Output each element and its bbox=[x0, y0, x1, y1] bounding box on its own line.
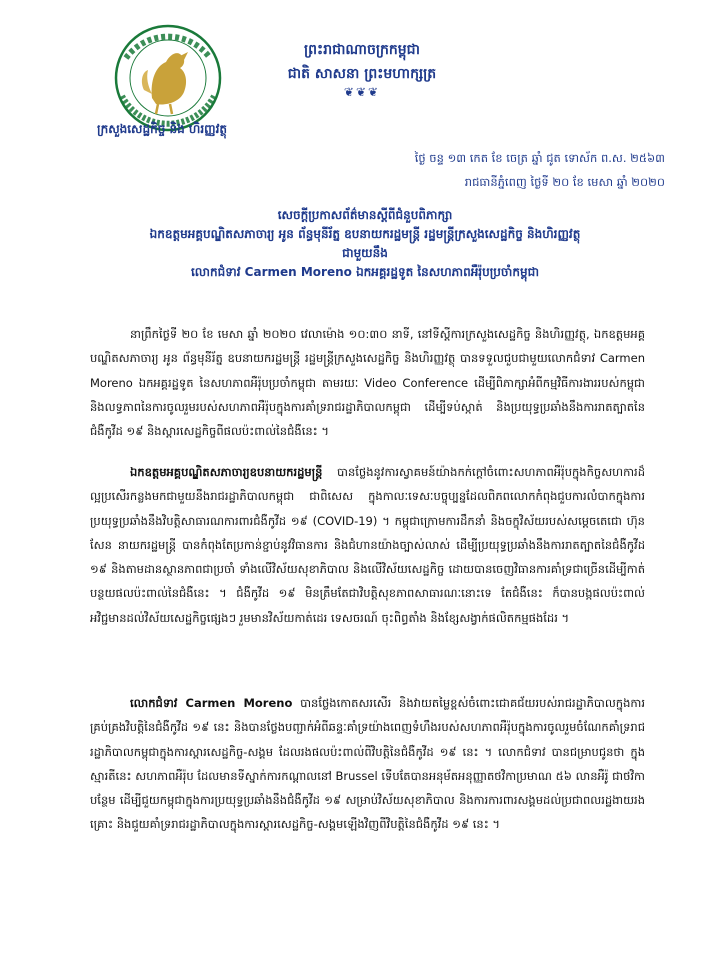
press-release-body bbox=[90, 322, 645, 887]
title-line-2: ឯកឧត្តមអគ្គបណ្ឌិតសភាចារ្យ អូន ព័ន្ធមុនីរ័ត្ន ឧបនាយករដ្ឋមន្ត្រី រដ្ឋមន្ត្រីក្រសួងសេដ្ឋកិច្ច និងហិរញ្ញវត្ថុ bbox=[149, 227, 581, 241]
kingdom-title: ព្រះរាជាណាចក្រកម្ពុជា bbox=[303, 42, 420, 58]
ministry-name: ក្រសួងសេដ្ឋកិច្ច និង ហិរញ្ញវត្ថុ bbox=[97, 122, 227, 136]
paragraph-3-text: បានថ្លែងកោតសរសើរ និងវាយតម្លៃខ្ពស់ចំពោះជោគជ័យរបស់រាជរដ្ឋាភិបាលក្នុងការគ្រប់គ្រងវិបត្តិនៃជំងឺកូវីដ ១៩ នេះ និងបានថ្លែងបញ្ជាក់អំពីឆន្ទៈគាំទ្រយ៉ាងពេញទំហឹងរបស់សហភាពអឺរ៉ុបក្នុងការចូលរួមចំណែកគាំទ្ររាជរដ្ឋាភិបាលកម្ពុជាក្នុងការស្តារសេដ្ឋកិច្ច-សង្គម ដែលរងផលប៉ះពាល់ពីវិបត្តិនៃជំងឺកូវីដ ១៩ នេះ ។ លោកជំទាវ បានជម្រាបជូនថា ក្នុងស្មារតីនេះ សហភាពអឺរ៉ុប ដែលមានទីស្នាក់ការកណ្តាលនៅ Brussel ទើបតែបានអនុម័តអនុញ្ញាតថវិកាប្រមាណ ៥៦ លានអឺរ៉ូ ជាថវិកាបន្ថែម ដើម្បីជួយកម្ពុជាក្នុងការប្រយុទ្ធប្រឆាំងនឹងជំងឺកូវីដ ១៩ សម្រាប់វិស័យសុខាភិបាល និងការការពារសង្គមដល់ប្រជាពលរដ្ឋងាយរងគ្រោះ និងជួយគាំទ្ររាជរដ្ឋាភិបាលក្នុងការស្តារសេដ្ឋកិច្ច-សង្គមឡើងវិញពីវិបត្តិនៃជំងឺកូវីដ ១៩ នេះ ។ bbox=[90, 696, 645, 832]
ornament-divider-icon: ❦❦❦ bbox=[343, 85, 381, 99]
kingdom-motto: ជាតិ សាសនា ព្រះមហាក្សត្រ bbox=[287, 66, 437, 82]
paragraph-2-text: បានថ្លែងនូវការស្វាគមន៍យ៉ាងកក់ក្តៅចំពោះសហភាពអឺរ៉ុបក្នុងកិច្ចសហការដ៏ល្អប្រសើរកន្លងមកជាមួយនឹងរាជរដ្ឋាភិបាលកម្ពុជា ជាពិសេស ក្នុងកាលៈទេសៈបច្ចុប្បន្នដែលពិភពលោកកំពុងជួបការលំបាកក្នុងការប្រយុទ្ធប្រឆាំងនឹងវិបត្តិសាធារណការពារជំងឺកូវីដ ១៩ (COVID-19) ។ កម្ពុជាក្រោមការដឹកនាំ និងចក្ខុវិស័យរបស់សម្តេចតេជោ ហ៊ុន សែន នាយករដ្ឋមន្ត្រី បានកំពុងតែប្រកាន់ខ្ជាប់នូវវិធានការ និងជំហានយ៉ាងច្បាស់លាស់ ដើម្បីប្រយុទ្ធប្រឆាំងនឹងការរាតត្បាតនៃជំងឺកូវីដ ១៩ និងតាមដានស្ថានភាពជាប្រចាំ ទាំងលើវិស័យសុខាភិបាល និងលើវិស័យសេដ្ឋកិច្ច ដោយបានចេញវិធានការគាំទ្រជាច្រើនដើម្បីកាត់បន្ថយផលប៉ះពាល់នៃជំងឺនេះ ។ ជំងឺកូវីដ ១៩ មិនត្រឹមតែជាវិបត្តិសុខភាពសាធារណៈនោះទេ តែជំងឺនេះ ក៏បានបង្កផលប៉ះពាល់អវិជ្ជមានដល់វិស័យសេដ្ឋកិច្ចផ្សេងៗ រួមមានវិស័យកាត់ដេរ ទេសចរណ៍ ចុះពិព្ធតាំង និងខ្សែសង្វាក់ផលិតកម្មផងដែរ ។ bbox=[90, 465, 645, 625]
kingdom-header bbox=[262, 40, 462, 98]
title-line-1: សេចក្តីប្រកាសព័ត៌មានស្តីពីជំនួបពិភាក្សា bbox=[277, 208, 453, 222]
paragraph-3-lead: លោកជំទាវ Carmen Moreno bbox=[130, 696, 293, 710]
paragraph-3 bbox=[90, 691, 645, 887]
lunar-date: ថ្ងៃ ចន្ទ ១៣ កេត ខែ ចេត្រ ឆ្នាំ ជូត ទោស័ក ព.ស. ២៥៦៣ bbox=[414, 151, 665, 165]
title-line-3: ជាមួយនឹង bbox=[342, 246, 388, 260]
paragraph-2 bbox=[90, 460, 645, 678]
paragraph-2-lead: ឯកឧត្តមអគ្គបណ្ឌិតសភាចារ្យឧបនាយករដ្ឋមន្ត្រី bbox=[130, 465, 323, 479]
paragraph-1: នាព្រឹកថ្ងៃទី ២០ ខែ មេសា ឆ្នាំ ២០២០ វេលាម៉ោង ១០:៣០ នាទី, នៅទីស្តីការក្រសួងសេដ្ឋកិច្ច និងហិរញ្ញវត្ថុ, ឯកឧត្តមអគ្គបណ្ឌិតសភាចារ្យ អូន ព័ន្ធមុនីរ័ត្ន ឧបនាយករដ្ឋមន្ត្រី រដ្ឋមន្ត្រីក្រសួងសេដ្ឋកិច្ច និងហិរញ្ញវត្ថុ បានទទួលជួបជាមួយលោកជំទាវ Carmen Moreno ឯកអគ្គរដ្ឋទូត នៃសហភាពអឺរ៉ុបប្រចាំកម្ពុជា តាមរយៈ Video Conference ដើម្បីពិភាក្សាអំពីកម្មវិធីការងាររបស់កម្ពុជា និងលទ្ធភាពនៃការចូលរួមរបស់សហភាពអឺរ៉ុបក្នុងការគាំទ្ររាជរដ្ឋាភិបាលកម្ពុជា ដើម្បីទប់ស្កាត់ និងប្រយុទ្ធប្រឆាំងនឹងការរាតត្បាតនៃជំងឺកូវីដ ១៩ និងស្តារសេដ្ឋកិច្ចពីផលប៉ះពាល់នៃជំងឺនេះ ។ bbox=[90, 327, 645, 439]
press-release-title bbox=[70, 206, 660, 282]
date-block bbox=[335, 146, 665, 194]
title-line-4: លោកជំទាវ Carmen Moreno ឯកអគ្គរដ្ឋទូត នៃសហភាពអឺរ៉ុបប្រចាំកម្ពុជា bbox=[190, 265, 540, 279]
solar-date: រាជធានីភ្នំពេញ ថ្ងៃទី ២០ ខែ មេសា ឆ្នាំ ២០២០ bbox=[464, 175, 665, 189]
